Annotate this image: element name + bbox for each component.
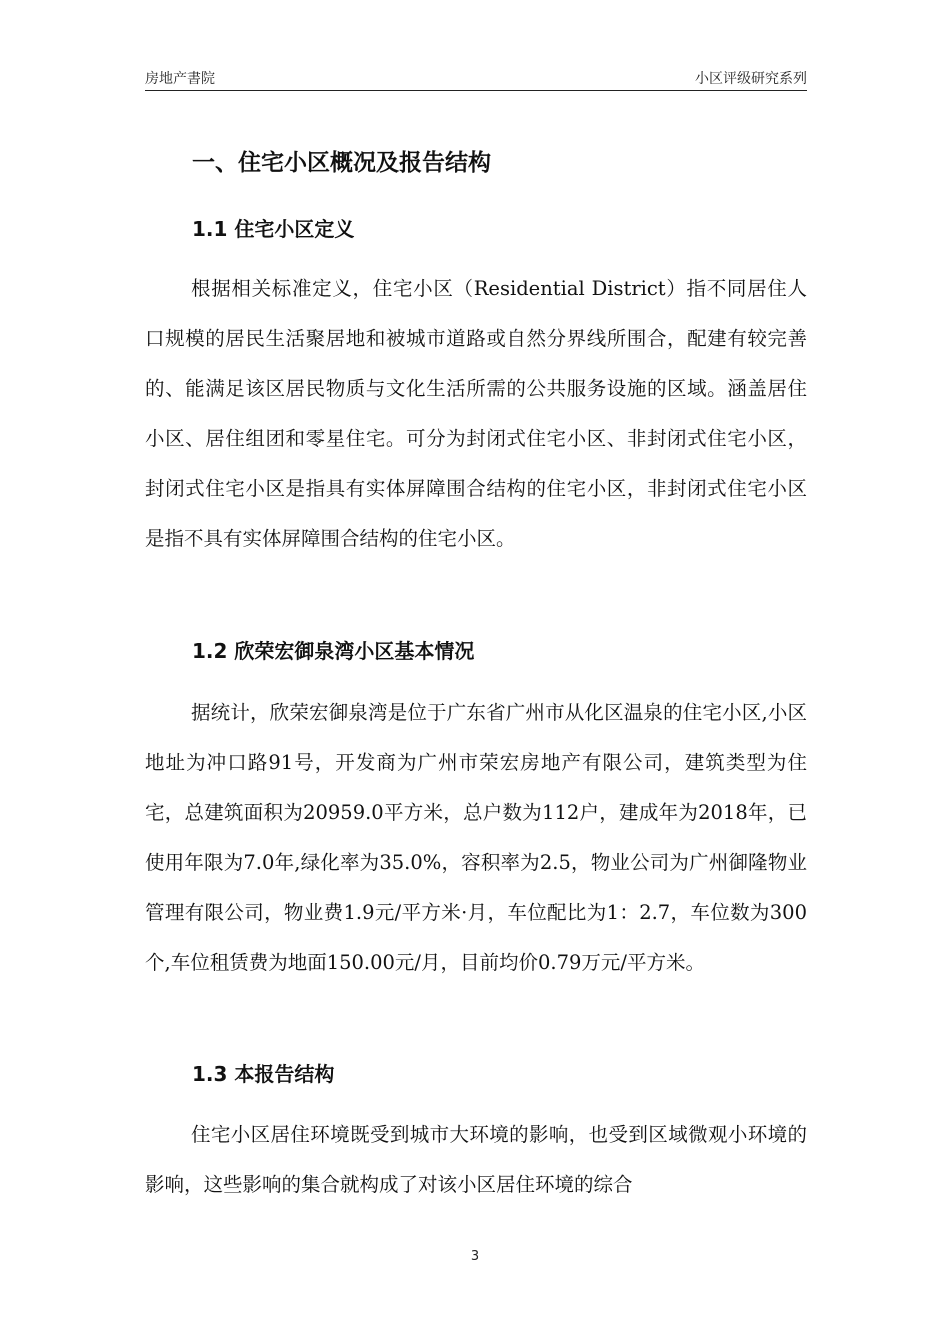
paragraph-definition: 根据相关标准定义，住宅小区（Residential District）指不同居住人口规模的居民生活聚居地和被城市道路或自然分界线所围合，配建有较完善的、能满足该区居民物质与文化生活所需的公共服务设施的区域。涵盖居住小区、居住组团和零星住宅。可分为封闭式住宅小区、非封闭式住宅小区，封闭式住宅小区是指具有实体屏障围合结构的住宅小区，非封闭式住宅小区是指不具有实体屏障围合结构的住宅小区。 — [145, 277, 807, 550]
paragraph-report-structure: 住宅小区居住环境既受到城市大环境的影响，也受到区域微观小环境的影响，这些影响的集合就构成了对该小区居住环境的综合 — [145, 1123, 807, 1196]
page-number: 3 — [470, 1249, 480, 1264]
subsection-heading-1-2: 1.2 欣荣宏御泉湾小区基本情况 — [192, 639, 475, 663]
page-header — [145, 64, 807, 91]
subsection-heading-1-1: 1.1 住宅小区定义 — [192, 217, 355, 241]
header-publisher: 房地产書院 — [145, 71, 215, 87]
paragraph-basic-info: 据统计，欣荣宏御泉湾是位于广东省广州市从化区温泉的住宅小区,小区地址为冲口路91号，开发商为广州市荣宏房地产有限公司，建筑类型为住宅，总建筑面积为20959.0平方米，总户数为112户，建成年为2018年，已使用年限为7.0年,绿化率为35.0%，容积率为2.5，物业公司为广州御隆物业管理有限公司，物业费1.9元/平方米·月，车位配比为1：2.7，车位数为300个,车位租赁费为地面150.00元/月，目前均价0.79万元/平方米。 — [145, 701, 807, 974]
subsection-heading-1-3: 1.3 本报告结构 — [192, 1062, 335, 1086]
header-series: 小区评级研究系列 — [695, 71, 807, 87]
section-title: 一、住宅小区概况及报告结构 — [192, 150, 491, 176]
